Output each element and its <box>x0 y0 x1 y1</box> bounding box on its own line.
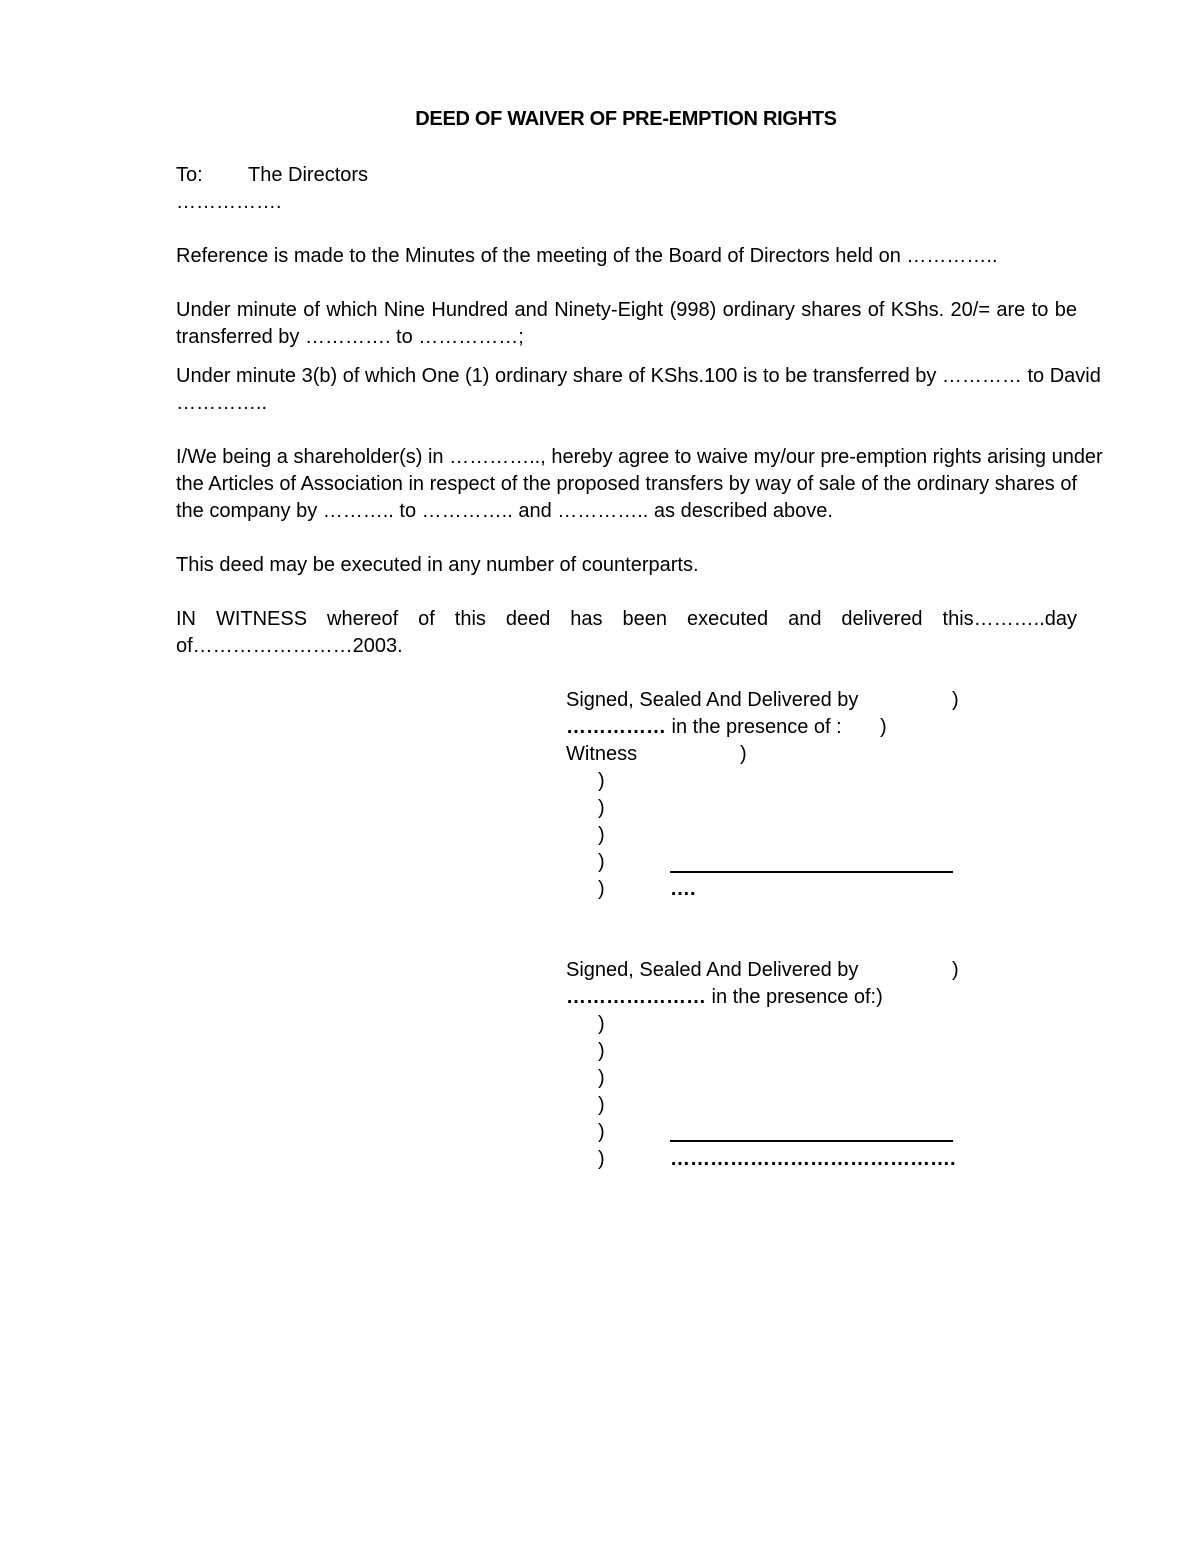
sig2-presence-text: in the presence of:) <box>706 986 883 1008</box>
sig1-presence-text: in the presence of : <box>666 716 842 738</box>
sig2-paren: ) <box>598 1013 605 1035</box>
sig2-paren: ) <box>598 1067 605 1089</box>
sig1-paren: ) <box>598 878 605 900</box>
waiver-line-3: the company by ……….. to ………….. and ………….. as described above. <box>176 500 833 522</box>
sig1-signed-line: Signed, Sealed And Delivered by <box>566 689 859 711</box>
minute-2-line-2: ………….. <box>176 392 268 414</box>
minute-1-line-1: Under minute of which Nine Hundred and Ninety-Eight (998) ordinary shares of KShs. 20/= are to be <box>176 299 1077 321</box>
sig2-name-blank: ………………… <box>566 986 706 1008</box>
sig1-paren: ) <box>598 797 605 819</box>
sig2-signatory-blank: ……………………………………. <box>670 1148 956 1170</box>
sig2-presence-line <box>566 984 883 1011</box>
sig1-witness-label: Witness <box>566 743 638 765</box>
sig1-name-blank: …………… <box>566 716 666 738</box>
reference-paragraph: Reference is made to the Minutes of the meeting of the Board of Directors held on ………….. <box>176 245 998 267</box>
sig1-paren: ) <box>598 851 605 873</box>
sig1-paren: ) <box>952 689 959 711</box>
sig1-paren: ) <box>598 770 605 792</box>
sig1-paren: ) <box>880 716 887 738</box>
document-title: DEED OF WAIVER OF PRE-EMPTION RIGHTS <box>415 108 837 130</box>
sig2-paren: ) <box>598 1121 605 1143</box>
sig1-presence-line <box>566 714 842 741</box>
sig1-signature-line <box>670 871 953 873</box>
minute-1-line-2: transferred by …………. to ……………; <box>176 326 524 348</box>
sig2-signature-line <box>670 1140 953 1142</box>
sig1-paren: ) <box>740 743 747 765</box>
waiver-line-2: the Articles of Association in respect of the proposed transfers by way of sale of the ordinary shares of <box>176 473 1077 495</box>
sig2-paren: ) <box>598 1040 605 1062</box>
witness-line-2: of……………………2003. <box>176 635 403 657</box>
to-label: To: <box>176 164 203 186</box>
sig1-paren: ) <box>598 824 605 846</box>
counterparts-clause: This deed may be executed in any number of counterparts. <box>176 554 699 576</box>
minute-2-line-1: Under minute 3(b) of which One (1) ordinary share of KShs.100 is to be transferred by ………… to David <box>176 365 1101 387</box>
witness-line-1: IN WITNESS whereof of this deed has been executed and delivered this………..day <box>176 608 1077 630</box>
sig2-paren: ) <box>952 959 959 981</box>
sig2-paren: ) <box>598 1094 605 1116</box>
sig2-paren: ) <box>598 1148 605 1170</box>
to-blank: ……………. <box>176 191 282 213</box>
waiver-line-1: I/We being a shareholder(s) in ………….., hereby agree to waive my/our pre-emption rights arising under <box>176 446 1103 468</box>
to-recipient: The Directors <box>248 164 369 186</box>
sig1-signatory-blank: …. <box>670 878 696 900</box>
sig2-signed-line: Signed, Sealed And Delivered by <box>566 959 859 981</box>
